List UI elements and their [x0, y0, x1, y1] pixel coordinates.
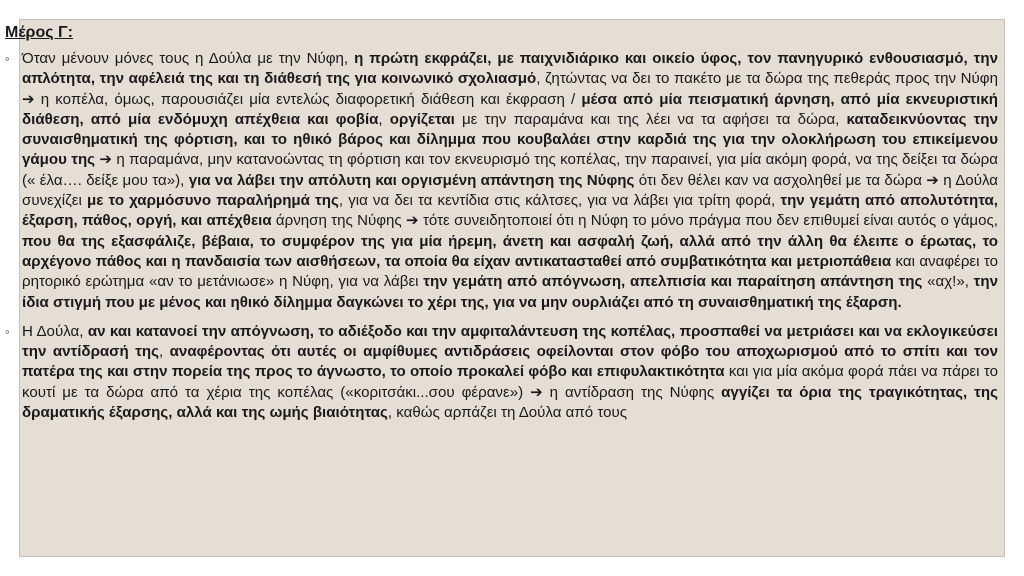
bold-text-segment: που θα της εξασφάλιζε, βέβαια, το συμφέρον της για μία ήρεμη, άνετη και ασφαλή ζωή, αλλά από την άλλη θα έλειπε ο έρωτας, το αρχέγονο πάθος και η πανδαισία των αισθήσεων, τα οποία θα είχαν αντικατασταθεί από συμβατικότητα και μετριοπάθεια [22, 232, 998, 270]
bold-text-segment: την γεμάτη από απολυτότητα, έξαρση, πάθος, οργή, και απέχθεια [22, 192, 998, 230]
bold-text-segment: για να λάβει την απόλυτη και οργισμένη απάντηση της Νύφης [188, 171, 635, 189]
bold-text-segment: αν και κατανοεί την απόγνωση, το αδιέξοδο και την αμφιταλάντευση της κοπέλας, προσπαθεί να μετριάσει και να εκλογικεύσει την αντίδρασή της [22, 322, 998, 361]
bullet-paragraph [5, 49, 998, 313]
bullet-marker-icon: ◦ [5, 51, 10, 66]
text-segment: «αχ!», [922, 273, 974, 291]
text-segment: , καθώς αρπάζει τη Δούλα από τους [387, 404, 628, 422]
bold-text-segment: οργίζεται [389, 110, 455, 128]
text-segment: ότι δεν θέλει καν να ασχοληθεί με τα δώρα ➔ η Δούλα συνεχίζει [22, 171, 998, 210]
text-segment: Όταν μένουν μόνες τους η Δούλα με την Νύφη, [22, 50, 355, 67]
bold-text-segment: την ίδια στιγμή που με μένος και ηθικό δίλημμα δαγκώνει το χέρι της, για να μην ουρλιάζει από τη συναισθηματική της έξαρση. [22, 273, 999, 311]
bullet-list [5, 49, 998, 432]
bold-text-segment: καταδεικνύοντας την συναισθηματική της φόρτιση, και το ηθικό βάρος και δίλημμα που κουβαλάει στην καρδιά της για την ολοκλήρωση του επικείμενου γάμου της [22, 110, 998, 169]
text-segment: , ζητώντας να δει το πακέτο με τα δώρα της πεθεράς προς την Νύφη ➔ η κοπέλα, όμως, παρουσιάζει μία εντελώς διαφορετική διάθεση και έκφραση / [22, 70, 998, 108]
bullet-paragraph [5, 322, 998, 423]
text-segment: , για να δει τα κεντίδια στις κάλτσες, για να λάβει για τρίτη φορά, [338, 192, 781, 210]
text-segment: Η Δούλα, [22, 322, 88, 340]
bold-text-segment: αναφέροντας ότι αυτές οι αμφίθυμες αντιδράσεις οφείλονται στον φόβο του αποχωρισμού από το σπίτι και τον πατέρα της και στην πορεία της προς το άγνωστο, το οποίο προκαλεί φόβο και επιφυλακτικότητα [22, 343, 998, 381]
bold-text-segment: αγγίζει τα όρια της τραγικότητας, της δραματικής έξαρσης, αλλά και της ωμής βιαιότητας [22, 383, 998, 422]
bold-text-segment: την γεμάτη από απόγνωση, απελπισία και παραίτηση απάντηση της [423, 273, 923, 291]
text-segment: ➔ η παραμάνα, μην κατανοώντας τη φόρτιση και τον εκνευρισμό της κοπέλας, την παραινεί, για μία ακόμη φορά, να της δείξει τα δώρα (« έλα…. δείξε μου τα»), [22, 151, 998, 189]
text-segment: και αναφέρει το ρητορικό ερώτημα «αν το μετάνιωσε» η Νύφη, για να λάβει [22, 252, 998, 291]
section-heading: Μέρος Γ: [5, 24, 73, 41]
text-segment: και για μία ακόμα φορά πάει να πάρει το κουτί με τα δώρα από τα χέρια της κοπέλας («κοριτσάκι...σου φέρανε») ➔ η αντίδραση της Νύφης [22, 363, 998, 401]
text-segment: με την παραμάνα και της λέει να τα αφήσει τα δώρα, [454, 110, 847, 128]
bold-text-segment: μέσα από μία πεισματική άρνηση, από μία εκνευριστική διάθεση, από μία ενδόμυχη απέχθεια και φοβία [22, 90, 998, 128]
bullet-marker-icon: ◦ [5, 323, 10, 339]
text-segment: , [159, 343, 170, 361]
text-segment: , [378, 110, 390, 128]
bold-text-segment: με το χαρμόσυνο παραλήρημά της [86, 192, 339, 210]
text-segment: άρνηση της Νύφης ➔ τότε συνειδητοποιεί ότι η Νύφη το μόνο πράγμα που δεν επιθυμεί είναι αυτός ο γάμος, [271, 212, 998, 230]
bold-text-segment: η πρώτη εκφράζει, με παιχνιδιάρικο και οικείο ύφος, τον πανηγυρικό ενθουσιασμό, την απλότητα, την αφέλειά της και τη διάθεσή της για κοινωνικό σχολιασμό [22, 50, 998, 88]
